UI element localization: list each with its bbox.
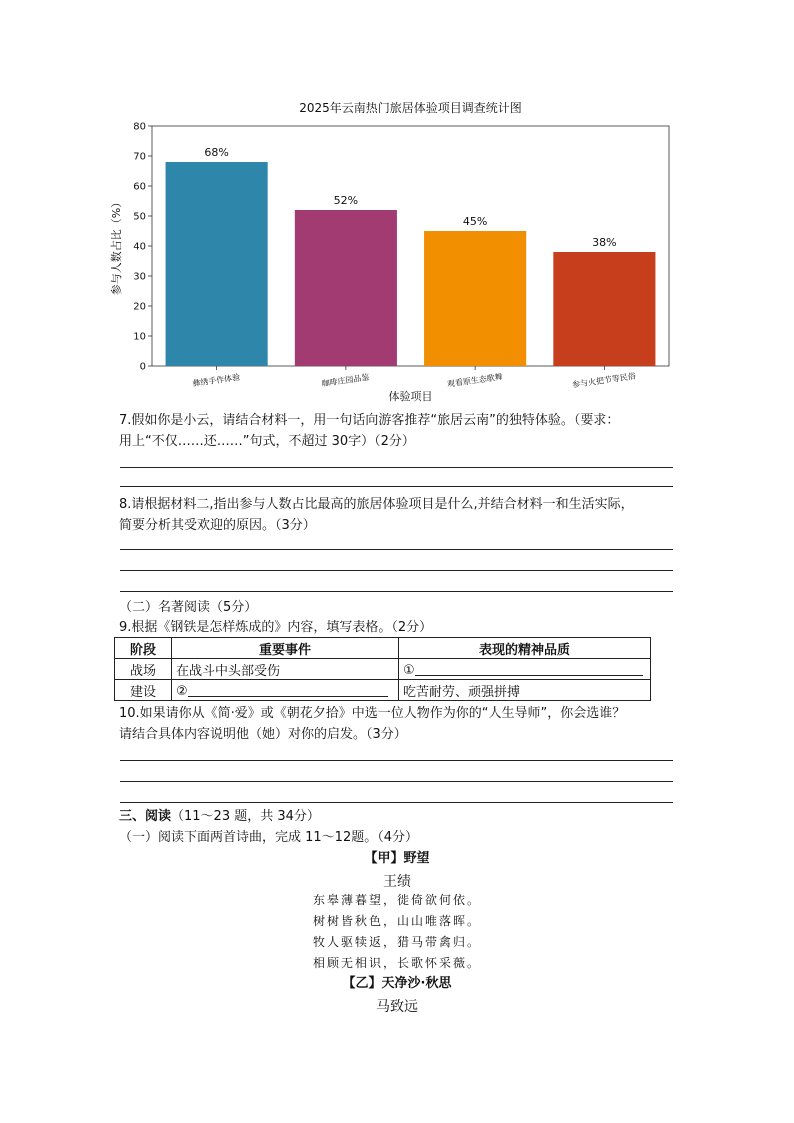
y-tick-label: 20 bbox=[133, 301, 146, 313]
fill-blank[interactable] bbox=[415, 661, 643, 676]
poem-2-title: 【乙】天净沙·秋思 bbox=[342, 976, 452, 991]
answer-line[interactable] bbox=[120, 486, 673, 487]
y-tick-label: 40 bbox=[133, 241, 146, 253]
table-row bbox=[115, 680, 651, 701]
poem-2-author: 马致远 bbox=[376, 999, 418, 1015]
table-cell-stage: 战场 bbox=[115, 659, 172, 680]
answer-line[interactable] bbox=[120, 591, 673, 592]
part-3-heading bbox=[119, 806, 320, 827]
question-8-line-1: 8.请根据材料二,指出参与人数占比最高的旅居体验项目是什么,并结合材料一和生活实际， bbox=[119, 497, 634, 512]
bar-data-label: 45% bbox=[462, 215, 488, 228]
answer-line[interactable] bbox=[120, 802, 673, 803]
part-3-subheading: （一）阅读下面两首诗曲，完成 11～12题。（4分） bbox=[119, 830, 418, 845]
table-header: 重要事件 bbox=[172, 638, 399, 659]
fill-blank[interactable] bbox=[188, 682, 388, 697]
x-tick-label: 参与火把节等民俗 bbox=[571, 371, 637, 390]
y-tick-label: 10 bbox=[133, 331, 146, 343]
table-header: 阶段 bbox=[115, 638, 172, 659]
table-header: 表现的精神品质 bbox=[399, 638, 651, 659]
question-8-line-2: 简要分析其受欢迎的原因。（3分） bbox=[119, 518, 316, 533]
table-header-row bbox=[115, 638, 651, 659]
x-tick-label: 观看原生态歌舞 bbox=[446, 372, 504, 389]
bar bbox=[295, 210, 397, 366]
bar-data-label: 38% bbox=[592, 236, 617, 249]
question-10-line-1: 10.如果请你从《简·爱》或《朝花夕拾》中选一位人物作为你的“人生导师”，你会选谁？ bbox=[119, 706, 626, 721]
question-9: 9.根据《钢铁是怎样炼成的》内容，填写表格。（2分） bbox=[119, 620, 433, 635]
poem-1-author: 王绩 bbox=[383, 874, 411, 890]
blank-marker: ① bbox=[403, 662, 415, 678]
table-cell-stage: 建设 bbox=[115, 680, 172, 701]
bar bbox=[553, 252, 655, 366]
bar bbox=[424, 231, 526, 366]
poem-1-line: 树树皆秋色，山山唯落晖。 bbox=[312, 914, 481, 928]
part-3-heading-rest: （11～23 题，共 34分） bbox=[171, 809, 320, 824]
poem-1-line: 牧人驱犊返，猎马带禽归。 bbox=[312, 935, 481, 949]
bar bbox=[166, 162, 268, 366]
bar-data-label: 68% bbox=[204, 146, 229, 159]
y-tick-label: 80 bbox=[133, 121, 146, 133]
table-row bbox=[115, 659, 651, 680]
question-7-line-1: 7.假如你是小云，请结合材料一，用一句话向游客推荐“旅居云南”的独特体验。（要求： bbox=[119, 413, 620, 428]
y-tick-label: 70 bbox=[133, 151, 146, 163]
x-tick-label: 彝绣手作体验 bbox=[191, 372, 241, 389]
y-axis-label: 参与人数占比（%） bbox=[110, 196, 123, 296]
table-cell-event: 在战斗中头部受伤 bbox=[172, 659, 399, 680]
table-cell-quality[interactable] bbox=[399, 659, 651, 680]
question-10-line-2: 请结合具体内容说明他（她）对你的启发。（3分） bbox=[119, 727, 407, 742]
y-tick-label: 30 bbox=[133, 271, 146, 283]
chart-title: 2025年云南热门旅居体验项目调查统计图 bbox=[299, 101, 522, 115]
y-tick-label: 60 bbox=[133, 181, 146, 193]
table-cell-quality: 吃苦耐劳、顽强拼搏 bbox=[399, 680, 651, 701]
answer-line[interactable] bbox=[120, 570, 673, 571]
bar-chart bbox=[100, 92, 700, 408]
answer-line[interactable] bbox=[120, 467, 673, 468]
x-tick-label: 咖啡庄园品鉴 bbox=[321, 372, 370, 389]
poem-1-line: 东皋薄暮望，徙倚欲何依。 bbox=[312, 893, 481, 907]
y-tick-label: 50 bbox=[133, 211, 146, 223]
question-9-table bbox=[114, 637, 651, 701]
answer-line[interactable] bbox=[120, 549, 673, 550]
question-7-line-2: 用上“不仅……还……”句式，不超过 30字）（2分） bbox=[119, 434, 415, 449]
blank-marker: ② bbox=[176, 683, 188, 699]
table-cell-event[interactable] bbox=[172, 680, 399, 701]
poem-1-line: 相顾无相识，长歌怀采薇。 bbox=[312, 956, 481, 970]
part-3-heading-bold: 三、阅读 bbox=[119, 809, 172, 824]
bar-data-label: 52% bbox=[333, 194, 359, 207]
answer-line[interactable] bbox=[120, 781, 673, 782]
answer-line[interactable] bbox=[120, 760, 673, 761]
section-heading-classics: （二）名著阅读（5分） bbox=[119, 600, 258, 615]
poem-1-title: 【甲】野望 bbox=[364, 851, 430, 866]
x-axis-label: 体验项目 bbox=[388, 390, 433, 403]
y-tick-label: 0 bbox=[139, 361, 146, 373]
